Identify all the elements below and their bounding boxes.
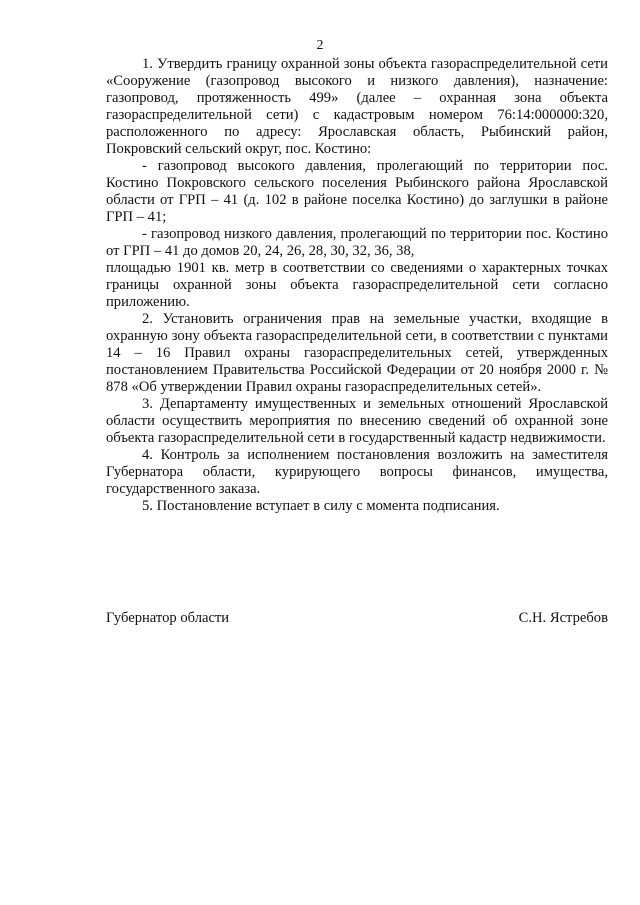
paragraph-5: 5. Постановление вступает в силу с момента подписания.: [142, 498, 500, 514]
signatory-name: С.Н. Ястребов: [518, 610, 608, 626]
signatory-position: Губернатор области: [106, 610, 230, 626]
document-body: [106, 56, 608, 515]
paragraph-3: 3. Департаменту имущественных и земельных отношений Ярославской области осуществить мероприятия по внесению сведений об охранной зоне объекта газораспределительной сети в государственный кадастр недвижимости.: [106, 396, 608, 446]
paragraph-high-pressure: - газопровод высокого давления, пролегающий по территории пос. Костино Покровского сельского поселения Рыбинского района Ярославской области от ГРП – 41 (д. 102 в районе поселка Костино) до заглушки в районе ГРП – 41;: [106, 158, 608, 225]
paragraph-area: площадью 1901 кв. метр в соответствии со сведениями о характерных точках границы охранной зоны объекта газораспределительной сети согласно приложению.: [106, 260, 608, 310]
paragraph-low-pressure: - газопровод низкого давления, пролегающий по территории пос. Костино от ГРП – 41 до домов 20, 24, 26, 28, 30, 32, 36, 38,: [106, 226, 608, 259]
paragraph-4: 4. Контроль за исполнением постановления возложить на заместителя Губернатора области, курирующего вопросы финансов, имущества, государственного заказа.: [106, 447, 608, 497]
paragraph-2: 2. Установить ограничения прав на земельные участки, входящие в охранную зону объекта газораспределительной сети, в соответствии с пунктами 14 – 16 Правил охраны газораспределительных сетей, утвержденных постановлением Правительства Российской Федерации от 20 ноября 2000 г. № 878 «Об утверждении Правил охраны газораспределительных сетей».: [106, 311, 608, 395]
page-number: 2: [316, 38, 324, 53]
signature-block: [106, 610, 608, 627]
paragraph-1: 1. Утвердить границу охранной зоны объекта газораспределительной сети «Сооружение (газопровод высокого и низкого давления), назначение: газопровод, протяженность 499» (далее – охранная зона объекта газораспределительной сети) с кадастровым номером 76:14:000000:320, расположенного по адресу: Ярославская область, Рыбинский район, Покровский сельский округ, пос. Костино:: [106, 56, 608, 157]
